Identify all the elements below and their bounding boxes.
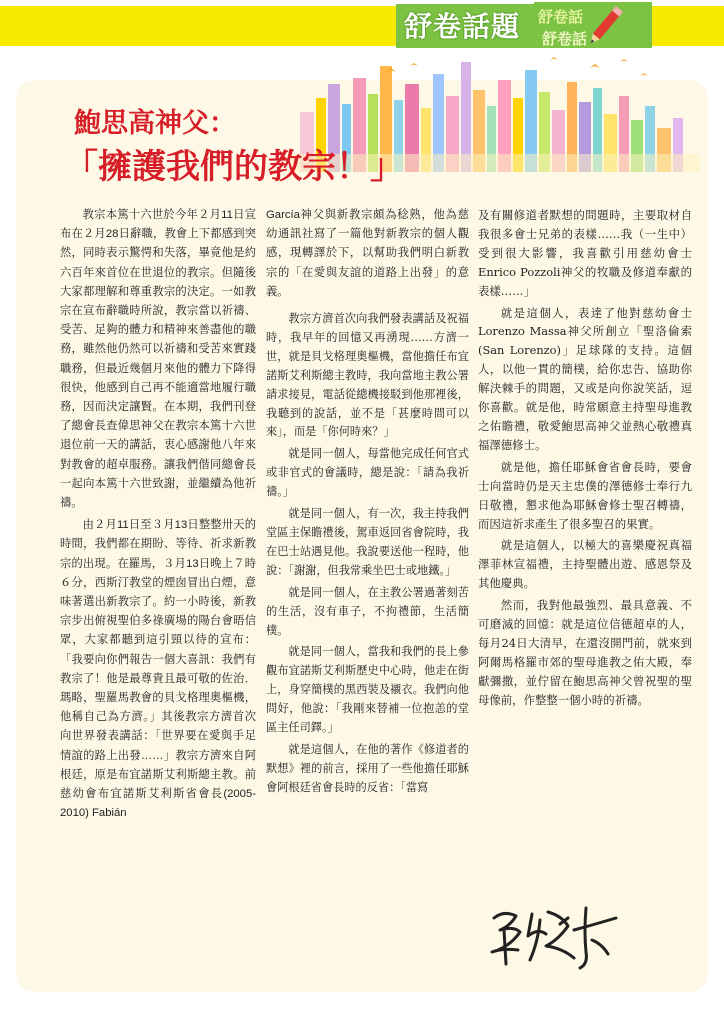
top-banner: [0, 0, 724, 50]
paragraph: 然而，我對他最強烈、最具意義、不可磨滅的回憶：就是這位信德超卓的人，每月24日大清早，在還沒開門前，就來到阿爾馬格羅市郊的聖母進教之佑大殿，奉獻彌撒，並佇留在鮑思高神父曾祝聖的聖母像前，作整整一個小時的祈禱。: [478, 598, 692, 707]
bird-icon: [386, 57, 648, 76]
article-headline-line-1: 鮑思高神父：: [74, 108, 236, 139]
paragraph: 由２月11日至３月13日整整卅天的時間，我們都在期盼、等待、祈求新教宗的出現。在羅馬，３月13日晚上７時６分，西斯汀教堂的煙囱冒出白煙，意味著選出新教宗了。約一小時後，新教宗步出俯視聖伯多祿廣場的陽台會晤信眾，大家都聽到這引頸以待的宣布：「我要向你們報告一個大喜訊：我們有教宗了！他是最尊貴且最可敬的佐治．瑪略，聖羅馬教會的貝戈格理奧樞機，他稱自己為方濟。」其後教宗方濟首次向世界發表講話：「世界要在愛與手足情誼的路上出發……」教宗方濟來自阿根廷，原是布宜諾斯艾利斯總主教。前慈幼會布宜諾斯艾利斯省會長(2005-2010) Fabián: [60, 519, 256, 820]
paragraph: 就是這個人，以極大的喜樂慶祝真福澤菲林宣福禮，主持聖體出遊、感恩祭及其他慶典。: [478, 538, 692, 591]
column-logo: [534, 0, 654, 50]
article-column-1: [60, 206, 256, 966]
paragraph: 教宗方濟首次向我們發表講話及祝福時，我早年的回憶又再湧現……方濟一世，就是貝戈格理奧樞機，當他擔任布宜諾斯艾利斯總主教時，我向當地主教公署請求接見，電話從總機接駁到他那裡後，我聽到的說話，並不是「甚麼時間可以來」，而是「你何時來？」: [266, 312, 469, 439]
article-column-3: [478, 206, 692, 966]
paragraph: 就是同一個人，在主教公署過著刻苦的生活，沒有車子，不拘禮節，生活簡樸。: [266, 585, 469, 637]
paragraph: García神父與新教宗頗為稔熟，他為慈幼通訊社寫了一篇他對新教宗的個人觀感，現轉譯於下，以幫助我們明白新教宗的「在愛與友誼的道路上出發」的意義。: [266, 209, 469, 298]
logo-text-bottom: 舒卷話: [542, 30, 588, 48]
paragraph: 就是他，擔任耶穌會省會長時，要會士向當時仍是天主忠僕的澤德修士奉行九日敬禮，懇求他為耶穌會修士聖召轉禱，而因這祈求產生了很多聖召的果實。: [478, 459, 692, 531]
paragraph: 教宗本篤十六世於今年２月11日宣布在２月28日辭職，教會上下都感到突然，同時表示驚愕和失落，畢竟他是約六百年來首位在世退位的教宗。但隨後大家都理解和尊重教宗的決定。一如教宗在宣布辭職時所說，教宗當以祈禱、受苦、足夠的體力和精神來善盡他的職務，雖然他仍然可以祈禱和受苦來實踐職務，但最近幾個月來他的體力下降得很快，他感到自己再不能適當地履行職務，因而決定讓賢。在本期，我們刊登了總會長查偉思神父在教宗本篤十六世退位前一天的講話，衷心感謝他八年來對教會的超卓服務。讓我們偕同總會長一起向本篤十六世致謝，並繼續為他祈禱。: [60, 209, 256, 510]
section-title: 舒卷話題: [404, 10, 521, 43]
author-signature: [486, 900, 636, 972]
article-headline-line-2: 「擁護我們的教宗！」: [64, 147, 404, 187]
logo-text-top: 舒卷話: [538, 8, 584, 26]
paragraph: 就是同一個人，有一次，我主持我們堂區主保瞻禮後，駕車返回省會院時，我在巴士站遇見他。我說要送他一程時，他說：「謝謝，但我常乘坐巴士或地鐵。」: [266, 507, 469, 577]
paragraph: 就是同一個人，當我和我們的長上參觀布宜諾斯艾利斯歷史中心時，他走在街上，身穿簡樸的黑西裝及襯衣。我們向他問好，他說：「我剛來替補一位抱恙的堂區主任司鐸。」: [266, 645, 469, 735]
paragraph: 就是這個人，表達了他對慈幼會士Lorenzo Massa神父所創立「聖洛倫索(San Lorenzo)」足球隊的支持。這個人，以他一貫的簡樸，給你忠告、協助你解決棘手的問題，又或是向你說笑話，逗你喜歡。就是他，時常願意主持聖母進教之佑瞻禮，敬愛鮑思高神父並熱心敬禮真福澤德修士。: [478, 305, 692, 452]
article-column-2: [266, 206, 469, 966]
paragraph: 就是同一個人，每當他完成任何官式或非官式的會議時，總是說：「請為我祈禱。」: [266, 447, 469, 499]
paragraph: 及有關修道者默想的問題時，主要取材自我很多會士兄弟的表樣……我（一生中）受到很大影響，我喜歡引用慈幼會士Enrico Pozzoli神父的牧職及修道奉獻的表樣……」: [478, 208, 692, 298]
paragraph: 就是這個人，在他的著作《修道者的默想》裡的前言，採用了一些他擔任耶穌會阿根廷省會長時的反省：「當寫: [266, 742, 469, 794]
